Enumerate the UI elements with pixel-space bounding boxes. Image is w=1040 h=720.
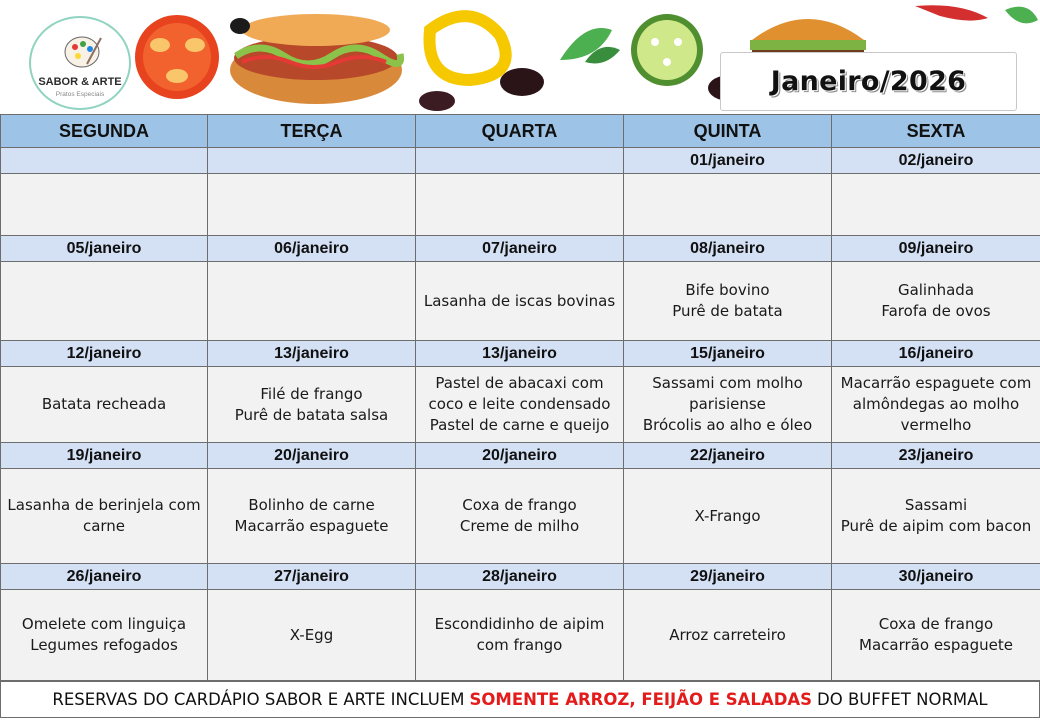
date-cell: 29/janeiro	[624, 564, 832, 590]
brand-logo	[29, 16, 131, 110]
meal-cell	[208, 469, 416, 564]
meal-item: Pastel de carne e queijo	[429, 416, 610, 434]
date-cell: 22/janeiro	[624, 443, 832, 469]
date-cell	[416, 148, 624, 174]
meal-item: Bolinho de carne	[248, 496, 375, 514]
meal-cell	[832, 262, 1040, 341]
meal-cell	[624, 469, 832, 564]
meal-item: Arroz carreteiro	[669, 625, 786, 644]
meal-item: Brócolis ao alho e óleo	[642, 416, 813, 434]
header-banner	[0, 0, 1040, 114]
meal-cell	[416, 469, 624, 564]
meal-item: Purê de aipim com bacon	[840, 517, 1032, 535]
date-row	[1, 341, 1040, 367]
meal-cell	[624, 590, 832, 681]
meal-item: Legumes refogados	[30, 636, 178, 654]
meal-item: Lasanha de berinjela com carne	[7, 496, 201, 535]
meal-cell	[832, 174, 1040, 236]
meal-cell	[1, 469, 208, 564]
weekday-header: TERÇA	[208, 115, 416, 148]
meal-cell	[1, 367, 208, 443]
meal-item: Lasanha de iscas bovinas	[423, 291, 616, 310]
meal-item: Batata recheada	[41, 395, 167, 413]
meal-cell	[624, 262, 832, 341]
meal-row	[1, 174, 1040, 236]
cucumber-slice-icon	[631, 14, 703, 86]
meal-item: Coxa de frango	[462, 496, 577, 514]
date-cell: 08/janeiro	[624, 236, 832, 262]
date-cell: 26/janeiro	[1, 564, 208, 590]
date-cell	[1, 148, 208, 174]
footer-highlight: SOMENTE ARROZ, FEIJÃO E SALADAS	[469, 690, 813, 709]
meal-item: Sassami	[904, 496, 968, 514]
meal-item: Bife bovino	[685, 281, 770, 299]
meal-cell	[624, 174, 832, 236]
meal-item: Purê de batata salsa	[234, 405, 389, 424]
month-title: Janeiro/2026	[770, 66, 967, 97]
brand-name: SABOR & ARTE	[38, 76, 122, 88]
date-row	[1, 148, 1040, 174]
date-row	[1, 443, 1040, 469]
meal-item: Omelete com linguiça	[21, 615, 187, 633]
weekday-header: QUINTA	[624, 115, 832, 148]
meal-item: Macarrão espaguete	[234, 517, 389, 535]
meal-cell	[416, 590, 624, 681]
meal-item: X-Egg	[289, 625, 334, 644]
weekday-header: SEGUNDA	[1, 115, 208, 148]
meal-item: Filé de frango	[260, 384, 363, 403]
pepper-ring-icon	[430, 16, 506, 80]
meal-cell	[624, 367, 832, 443]
meal-item: Coxa de frango	[878, 615, 994, 633]
date-cell: 27/janeiro	[208, 564, 416, 590]
meal-cell	[208, 367, 416, 443]
calendar-body	[1, 148, 1040, 681]
date-row	[1, 564, 1040, 590]
date-cell: 09/janeiro	[832, 236, 1040, 262]
meal-item: Galinhada	[897, 281, 975, 299]
meal-cell	[208, 262, 416, 341]
meal-cell	[1, 262, 208, 341]
footer-note	[0, 681, 1040, 718]
date-cell: 02/janeiro	[832, 148, 1040, 174]
weekday-header: SEXTA	[832, 115, 1040, 148]
meal-cell	[416, 262, 624, 341]
date-cell: 15/janeiro	[624, 341, 832, 367]
date-cell: 19/janeiro	[1, 443, 208, 469]
meal-cell	[832, 590, 1040, 681]
meal-row	[1, 469, 1040, 564]
meal-row	[1, 262, 1040, 341]
tomato-slice-icon	[135, 15, 219, 99]
menu-calendar	[0, 114, 1040, 681]
date-cell: 13/janeiro	[416, 341, 624, 367]
date-cell: 12/janeiro	[1, 341, 208, 367]
date-cell: 23/janeiro	[832, 443, 1040, 469]
date-cell: 30/janeiro	[832, 564, 1040, 590]
meal-cell	[832, 469, 1040, 564]
meal-item: Macarrão espaguete com almôndegas ao molho vermelho	[840, 374, 1032, 434]
footer-text-before: RESERVAS DO CARDÁPIO SABOR E ARTE INCLUEM	[52, 690, 465, 709]
footer-text-after: DO BUFFET NORMAL	[817, 690, 988, 709]
meal-item: Sassami com molho parisiense	[652, 374, 803, 413]
meal-item: Macarrão espaguete	[859, 636, 1013, 654]
meal-cell	[416, 367, 624, 443]
weekday-header-row	[1, 115, 1040, 148]
meal-row	[1, 367, 1040, 443]
meal-cell	[208, 174, 416, 236]
meal-item: Creme de milho	[459, 517, 580, 535]
meal-cell	[1, 174, 208, 236]
date-cell: 13/janeiro	[208, 341, 416, 367]
date-cell: 06/janeiro	[208, 236, 416, 262]
hot-dog-icon	[230, 14, 402, 104]
date-row	[1, 236, 1040, 262]
date-cell: 20/janeiro	[416, 443, 624, 469]
date-cell: 07/janeiro	[416, 236, 624, 262]
meal-item: X-Frango	[694, 506, 761, 525]
date-cell: 20/janeiro	[208, 443, 416, 469]
weekday-header: QUARTA	[416, 115, 624, 148]
meal-cell	[1, 590, 208, 681]
month-title-box	[720, 52, 1017, 111]
chili-pepper-icon	[915, 5, 988, 20]
date-cell	[208, 148, 416, 174]
meal-item: Farofa de ovos	[881, 302, 991, 320]
meal-cell	[416, 174, 624, 236]
brand-tagline: Pratos Especiais	[55, 91, 105, 98]
meal-cell	[832, 367, 1040, 443]
date-cell: 01/janeiro	[624, 148, 832, 174]
meal-item: Escondidinho de aipim com frango	[434, 615, 605, 654]
meal-item: Pastel de abacaxi com coco e leite condensado	[428, 374, 611, 413]
date-cell: 16/janeiro	[832, 341, 1040, 367]
meal-row	[1, 590, 1040, 681]
date-cell: 05/janeiro	[1, 236, 208, 262]
date-cell: 28/janeiro	[416, 564, 624, 590]
meal-item: Purê de batata	[672, 302, 783, 320]
meal-cell	[208, 590, 416, 681]
